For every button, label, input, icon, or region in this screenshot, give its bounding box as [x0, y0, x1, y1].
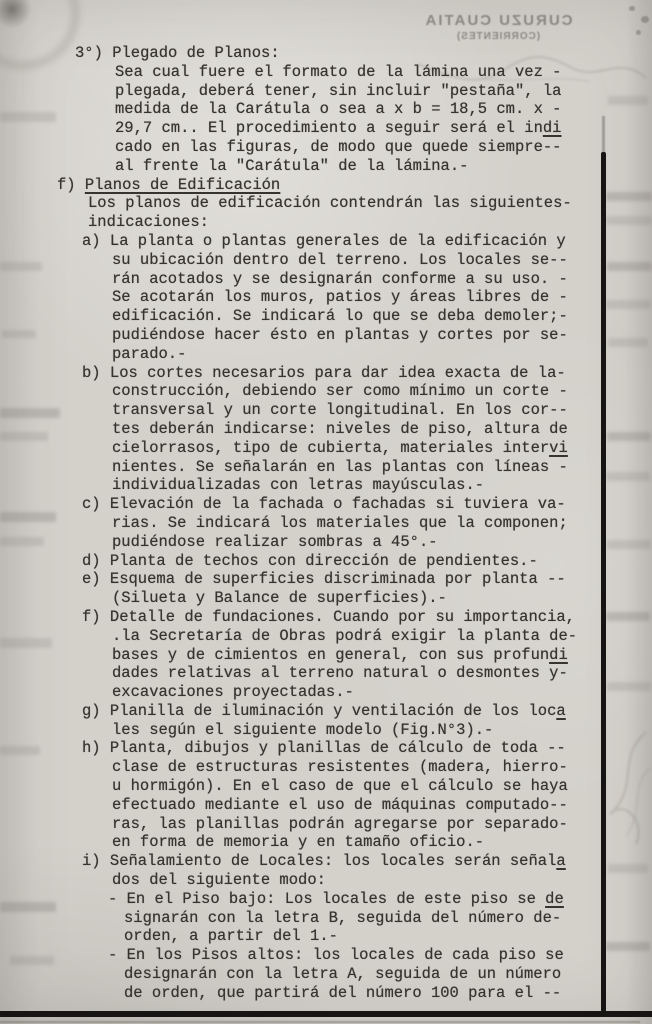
bottom-rule-shadow	[0, 1021, 640, 1023]
text-line: excavaciones proyectadas.-	[112, 683, 354, 702]
text-line: su ubicación dentro del terreno. Los locales se--	[112, 250, 568, 269]
text-line: individualizadas con letras mayúsculas.-	[112, 476, 485, 495]
text-line: plegada, deberá tener, sin incluir "pestaña", la	[115, 81, 562, 100]
text-line: parado.-	[112, 344, 187, 363]
text-line: nientes. Se señalarán en las plantas con líneas -	[112, 457, 568, 476]
text-line: efectuado mediante el uso de máquinas computado--	[112, 795, 568, 814]
text-line: i) Señalamiento de Locales: los locales serán señala	[82, 852, 566, 871]
margin-rule-fade	[602, 116, 605, 154]
text-line: Sea cual fuere el formato de la lámina una vez -	[115, 62, 562, 81]
text-line: en forma de memoria y en tamaño oficio.-	[112, 833, 485, 852]
text-line: orden, a partir del 1.-	[124, 927, 338, 946]
text-line: f) Planos de Edificación	[57, 175, 281, 194]
text-line: .la Secretaría de Obras podrá exigir la planta de-	[112, 626, 578, 645]
text-line: f) Detalle de fundaciones. Cuando por su importancia,	[82, 607, 575, 626]
bleed-through-stamp	[423, 12, 573, 42]
text-line: de orden, que partirá del número 100 para el --	[124, 983, 562, 1002]
text-line: - En el Piso bajo: Los locales de este piso se de	[108, 889, 564, 908]
text-line: al frente la "Carátula" de la lámina.-	[115, 156, 469, 175]
text-line: g) Planilla de iluminación y ventilación de los loca	[82, 701, 566, 720]
text-line: transversal y un corte longitudinal. En los cor--	[112, 401, 568, 420]
text-line: e) Esquema de superficies discriminada por planta --	[82, 570, 566, 589]
text-line: Se acotarán los muros, patios y áreas libres de -	[112, 288, 568, 307]
text-line: rán acotados y se designarán conforme a su uso. -	[112, 269, 568, 288]
document-body	[0, 44, 652, 1003]
stamp-province-text: (CORRIENTES)	[455, 31, 541, 42]
text-line: 29,7 cm.. El procedimiento a seguir será el indi	[115, 119, 562, 138]
text-line: designarán con la letra A, seguida de un número	[124, 965, 562, 984]
text-line: les según el siguiente modelo (Fig.N°3).-	[112, 720, 494, 739]
text-line: indicaciones:	[88, 213, 209, 232]
text-line: clase de estructuras resistentes (madera, hierro-	[112, 758, 568, 777]
text-line: dos del siguiente modo:	[112, 871, 326, 890]
text-line: rias. Se indicará los materiales que la componen;	[112, 513, 568, 532]
text-line: cado en las figuras, de modo que quede siempre--	[115, 137, 562, 156]
text-line: cielorrasos, tipo de cubierta, materiales intervi	[112, 438, 568, 457]
text-line: tes deberán indicarse: niveles de piso, altura de	[112, 419, 568, 438]
text-line: pudiéndose hacer ésto en plantas y cortes por se-	[112, 325, 568, 344]
text-line: Los planos de edificación contendrán las siguientes-	[88, 194, 572, 213]
text-line: (Silueta y Balance de superficies).-	[112, 589, 447, 608]
text-line: signarán con la letra B, seguida del número de-	[124, 908, 562, 927]
text-line: medida de la Carátula o sea a x b = 18,5 cm. x -	[115, 100, 562, 119]
stamp-city-text: CURUZU CUATIA	[423, 12, 573, 29]
text-line: dades relativas al terreno natural o desmontes y-	[112, 664, 568, 683]
text-line: - En los Pisos altos: los locales de cada piso se	[108, 946, 564, 965]
ink-speck	[636, 30, 641, 35]
ink-speck	[641, 16, 649, 23]
text-line: a) La planta o plantas generales de la edificación y	[82, 231, 566, 250]
right-margin-rule	[601, 152, 606, 1012]
text-line: bases y de cimientos en general, con sus profundi	[112, 645, 568, 664]
bottom-rule	[0, 1011, 652, 1017]
text-line: pudiéndose realizar sombras a 45°.-	[112, 532, 438, 551]
text-line: edificación. Se indicará lo que se deba demoler;-	[112, 307, 568, 326]
ink-speck	[629, 6, 635, 11]
text-line: h) Planta, dibujos y planillas de cálculo de toda --	[82, 739, 566, 758]
text-line: b) Los cortes necesarios para dar idea exacta de la-	[82, 363, 566, 382]
text-line: 3°) Plegado de Planos:	[75, 44, 280, 62]
text-line: u hormigón). En el caso de que el cálculo se haya	[112, 777, 568, 796]
text-line: d) Planta de techos con dirección de pendientes.-	[82, 551, 538, 570]
text-line: c) Elevación de la fachada o fachadas si tuviera va-	[82, 495, 566, 514]
text-line: construcción, debiendo ser como mínimo un corte -	[112, 382, 568, 401]
text-line: ras, las planillas podrán agregarse por separado-	[112, 814, 568, 833]
